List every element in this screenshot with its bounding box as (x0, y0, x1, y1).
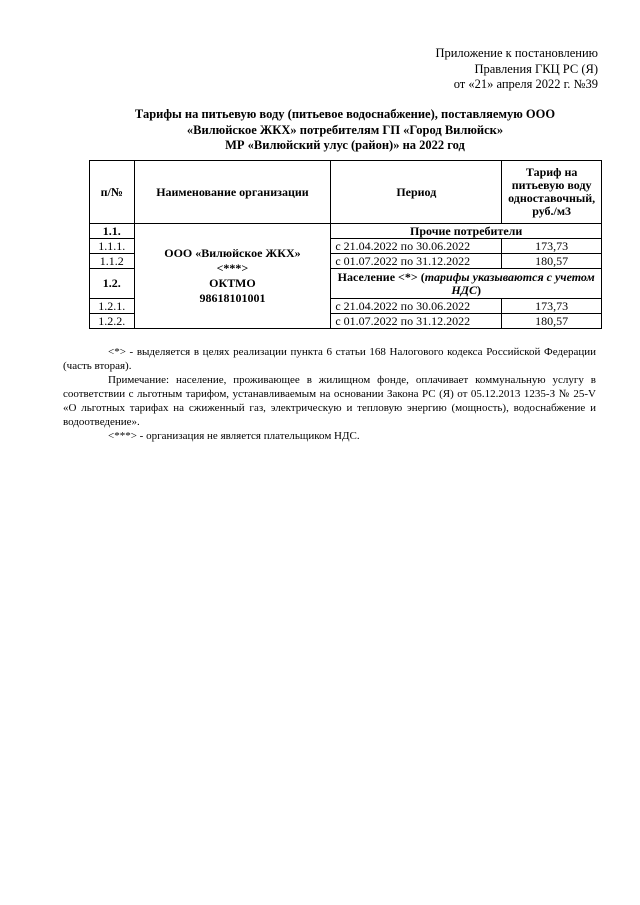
organization-cell (134, 224, 331, 329)
header-num: п/№ (90, 161, 135, 224)
tariff-table (89, 160, 602, 329)
header-organization: Наименование организации (134, 161, 331, 224)
organization-mark: <***> (216, 261, 249, 275)
appendix-header (435, 46, 598, 93)
section-label-end: ) (476, 282, 481, 297)
note-vat: <*> - выделяется в целях реализации пункта 6 статьи 168 Налогового кодекса Российской Федерации (часть вторая). (63, 346, 596, 372)
table-header-row (90, 161, 602, 224)
oktmo-label: ОКТМО (209, 276, 256, 290)
row-period: с 21.04.2022 по 30.06.2022 (331, 299, 502, 314)
row-tariff: 180,57 (502, 254, 602, 269)
appendix-line: Правления ГКЦ РС (Я) (474, 61, 598, 76)
section-label-text: Население <*> ( (337, 269, 425, 284)
header-tariff: Тариф на питьевую воду одноставочный, руб./м3 (502, 161, 602, 224)
organization-name: ООО «Вилюйское ЖКХ» (164, 246, 301, 260)
section-label (331, 269, 602, 299)
note-no-vat: <***> - организация не является плательщиком НДС. (108, 430, 360, 442)
row-period: с 01.07.2022 по 31.12.2022 (331, 314, 502, 329)
notes (63, 345, 596, 443)
row-tariff: 180,57 (502, 314, 602, 329)
section-label-italic: тарифы указываются с учетом НДС (424, 269, 595, 297)
appendix-line: от «21» апреля 2022 г. №39 (453, 77, 598, 91)
document-title (90, 107, 600, 154)
row-num: 1.1.1. (90, 239, 135, 254)
row-period: с 21.04.2022 по 30.06.2022 (331, 239, 502, 254)
title-line: МР «Вилюйский улус (район)» на 2022 год (225, 138, 465, 152)
row-period: с 01.07.2022 по 31.12.2022 (331, 254, 502, 269)
header-period: Период (331, 161, 502, 224)
oktmo-value: 98618101001 (199, 291, 266, 305)
title-line: «Вилюйское ЖКХ» потребителям ГП «Город Вилюйск» (186, 122, 504, 137)
note-population: Примечание: население, проживающее в жилищном фонде, оплачивает коммунальную услугу в соответствии с льготным тарифом, устанавливаемым на основании Закона РС (Я) от 05.12.2013 1235-З № 25-V «О льготных тарифах на сжиженный газ, электрическую и тепловую энергию (мощность), водоснабжение и водоотведение». (63, 374, 596, 428)
table-row (90, 224, 602, 239)
title-line: Тарифы на питьевую воду (питьевое водоснабжение), поставляемую ООО (134, 107, 556, 121)
section-num: 1.2. (90, 269, 135, 299)
appendix-line: Приложение к постановлению (435, 46, 598, 60)
row-num: 1.2.1. (90, 299, 135, 314)
row-tariff: 173,73 (502, 299, 602, 314)
row-num: 1.1.2 (90, 254, 135, 269)
row-tariff: 173,73 (502, 239, 602, 254)
section-label: Прочие потребители (331, 224, 602, 239)
section-num: 1.1. (90, 224, 135, 239)
row-num: 1.2.2. (90, 314, 135, 329)
